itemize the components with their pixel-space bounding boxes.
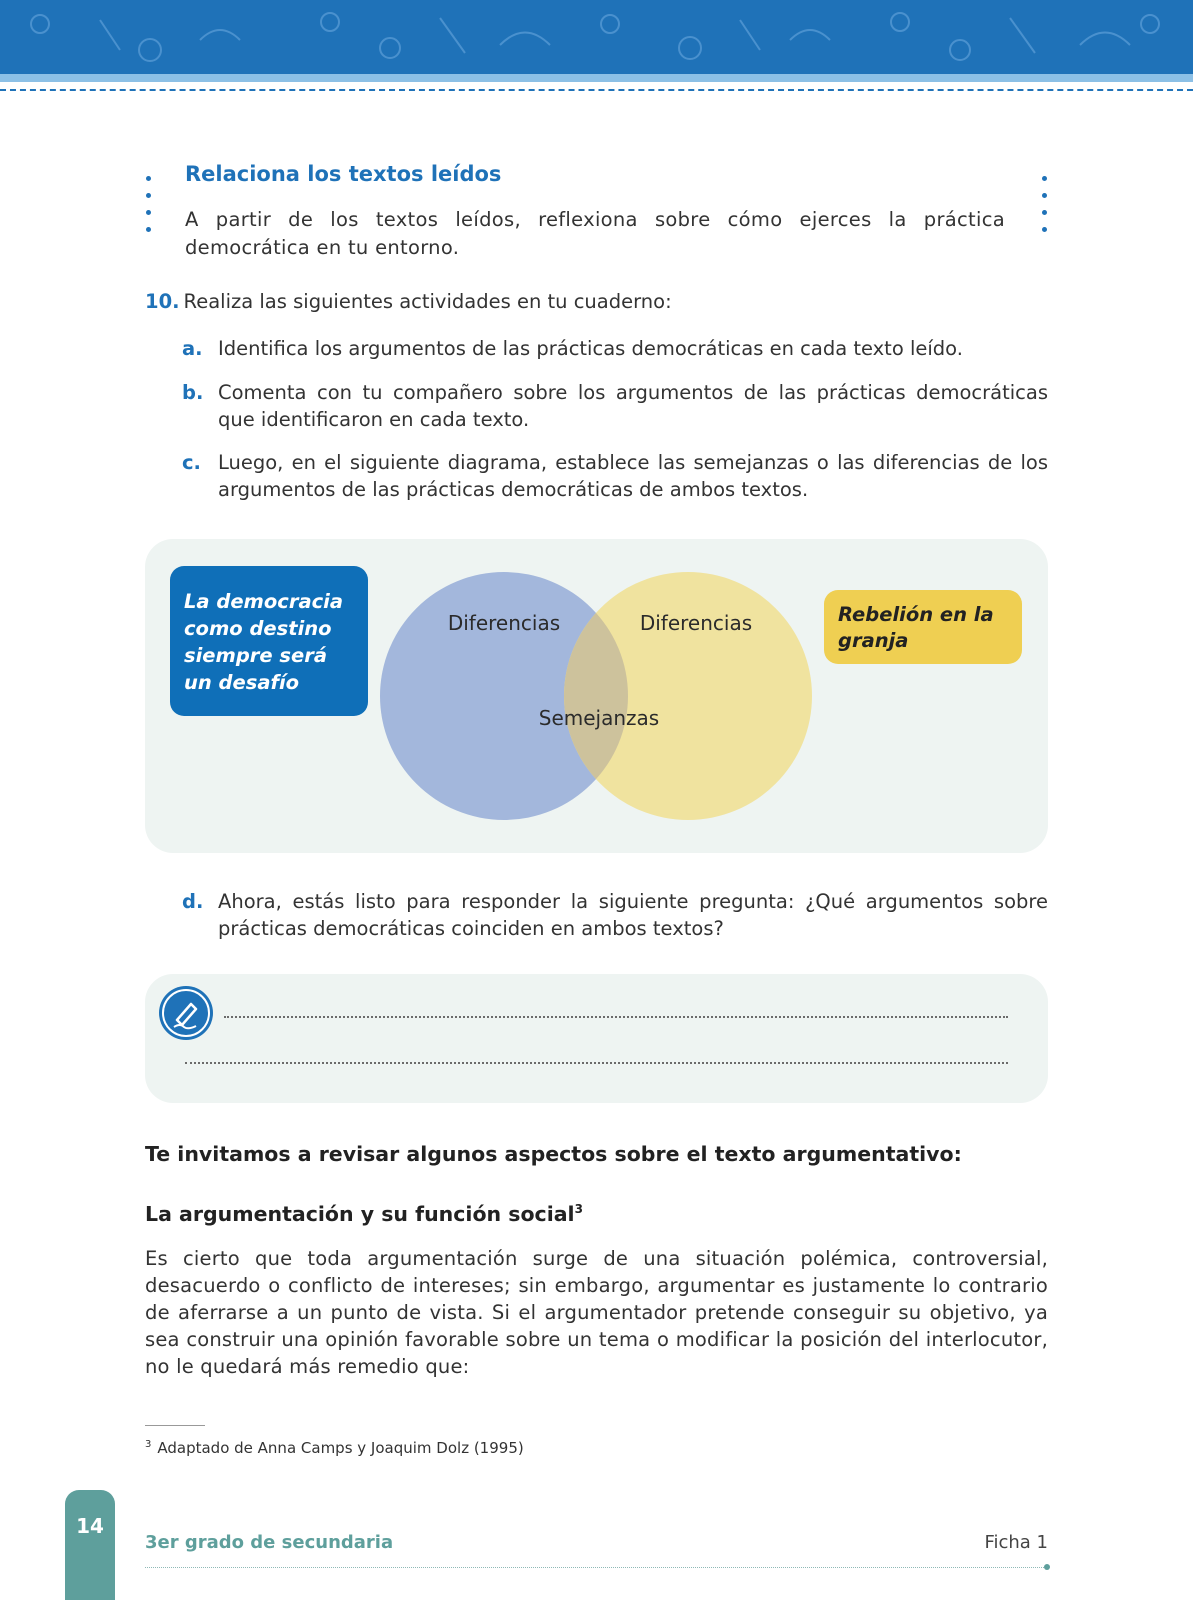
right-circle-label: Diferencias [639,611,753,635]
left-circle-label: Diferencias [447,611,561,635]
right-dots-decoration [1042,176,1048,244]
right-text-box: Rebelión en la granja [824,590,1022,664]
footer-grade: 3er grado de secundaria [145,1532,394,1553]
footer-ficha: Ficha 1 [984,1532,1048,1553]
activity-item [182,379,1048,433]
item-text: Luego, en el siguiente diagrama, establece las semejanzas o las diferencias de los argumentos de las prácticas democráticas de ambos textos. [218,451,1048,501]
item-letter: c. [182,451,201,474]
header-pattern [0,0,1193,74]
activity-number: 10. [145,290,180,313]
relaciona-body: A partir de los textos leídos, reflexiona sobre cómo ejerces la práctica democrática en tu entorno. [185,208,1005,259]
activity-item [182,888,1048,942]
item-text: Comenta con tu compañero sobre los argumentos de las prácticas democráticas que identificaron en cada texto. [218,381,1048,431]
page-number: 14 [76,1514,104,1538]
footnote-text: Adaptado de Anna Camps y Joaquim Dolz (1995) [157,1439,524,1457]
venn-diagram [370,560,820,822]
activity-item [182,335,1048,362]
item-text: Ahora, estás listo para responder la siguiente pregunta: ¿Qué argumentos sobre prácticas democráticas coinciden en ambos textos? [218,890,1048,940]
section-paragraph: Es cierto que toda argumentación surge de una situación polémica, controversial, desacuerdo o conflicto de intereses; sin embargo, argumentar es justamente lo contrario de aferrarse a un punto de vista. Si el argumentador pretende conseguir su objetivo, ya sea construir una opinión favorable sobre un tema o modificar la posición del interlocutor, no le quedará más remedio que: [145,1247,1048,1378]
section-title-text: La argumentación y su función social [145,1202,575,1226]
footer-divider [145,1567,1048,1568]
item-letter: b. [182,381,204,404]
footnote [145,1439,524,1457]
answer-panel [145,974,1048,1103]
footnote-ref: 3 [574,1202,583,1217]
invite-heading: Te invitamos a revisar algunos aspectos sobre el texto argumentativo: [145,1142,962,1166]
item-letter: d. [182,890,204,913]
overlap-label: Semejanzas [538,706,660,730]
item-text: Identifica los argumentos de las prácticas democráticas en cada texto leído. [218,337,963,360]
activity-intro [145,290,672,313]
header-band [0,0,1193,74]
activity-intro-text: Realiza las siguientes actividades en tu cuaderno: [183,290,672,313]
footer-dot [1044,1564,1050,1570]
section-title [145,1202,583,1226]
relaciona-title: Relaciona los textos leídos [185,162,502,186]
pencil-icon [159,986,213,1040]
left-text-box: La democracia como destino siempre será un desafío [170,566,368,716]
footnote-mark: 3 [145,1439,152,1450]
answer-line[interactable] [185,1062,1008,1064]
activity-item [182,449,1048,503]
answer-line[interactable] [224,1016,1008,1018]
footnote-rule [145,1425,205,1426]
header-divider [0,89,1193,91]
header-strip [0,74,1193,82]
left-dots-decoration [146,176,152,244]
page-number-tab [65,1490,115,1600]
item-letter: a. [182,337,203,360]
